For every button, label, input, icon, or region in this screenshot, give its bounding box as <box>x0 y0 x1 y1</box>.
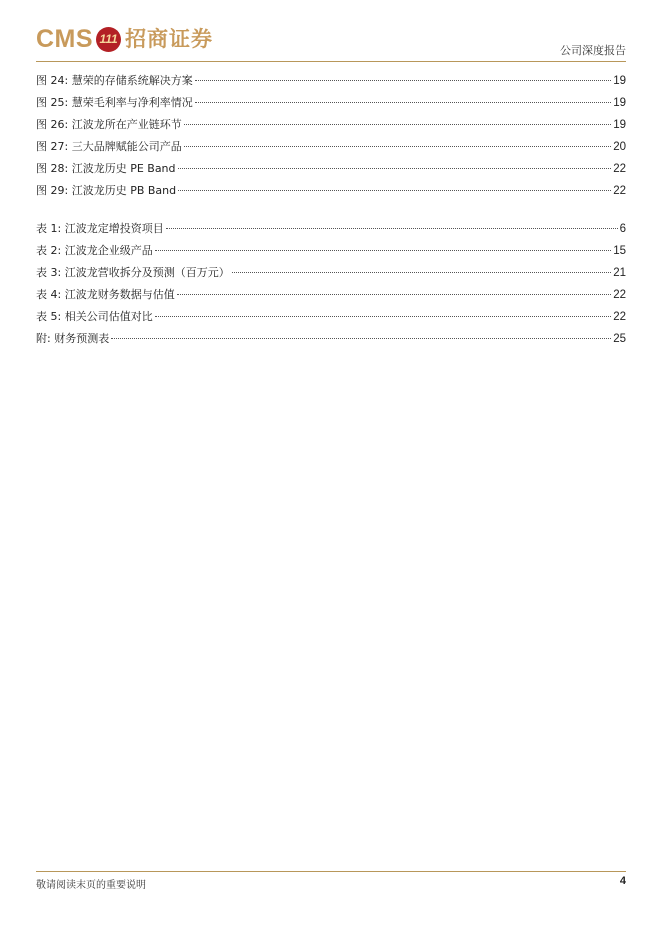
toc-leader-dots <box>155 315 612 317</box>
cms-logo <box>36 24 213 54</box>
toc-leader-dots <box>195 101 612 103</box>
toc-entry-label: 图 24: 慧荣的存储系统解决方案 <box>36 74 193 87</box>
toc-entry-page: 25 <box>613 333 626 345</box>
toc-entry[interactable] <box>36 262 626 284</box>
toc-leader-dots <box>184 145 612 147</box>
toc-entry-label: 表 5: 相关公司估值对比 <box>36 310 153 323</box>
toc-entry[interactable] <box>36 306 626 328</box>
toc-entry[interactable] <box>36 158 626 180</box>
toc-entry[interactable] <box>36 136 626 158</box>
toc-entry[interactable] <box>36 92 626 114</box>
document-type: 公司深度报告 <box>560 44 626 57</box>
logo-chinese-text: 招商证券 <box>125 26 214 51</box>
toc-entry-label: 图 27: 三大品牌赋能公司产品 <box>36 140 182 153</box>
toc-entry[interactable] <box>36 180 626 202</box>
toc-entry-page: 19 <box>613 119 626 131</box>
toc-leader-dots <box>178 167 612 169</box>
toc-entry[interactable] <box>36 218 626 240</box>
toc-entry-page: 21 <box>613 267 626 279</box>
toc-leader-dots <box>195 79 612 81</box>
toc-entry-label: 表 4: 江波龙财务数据与估值 <box>36 288 175 301</box>
toc-entry-label: 图 26: 江波龙所在产业链环节 <box>36 118 182 131</box>
page-number: 4 <box>619 875 626 887</box>
toc-entry-label: 附: 财务预测表 <box>36 332 110 345</box>
toc-entry-page: 19 <box>613 75 626 87</box>
toc-entry-label: 图 28: 江波龙历史 PE Band <box>36 162 176 175</box>
toc-leader-dots <box>155 249 612 251</box>
toc-entry-label: 表 2: 江波龙企业级产品 <box>36 244 153 257</box>
toc-leader-dots <box>178 189 611 191</box>
toc-leader-dots <box>166 227 618 229</box>
toc-entry-label: 表 3: 江波龙营收拆分及预测（百万元） <box>36 266 230 279</box>
toc-entry-label: 图 25: 慧荣毛利率与净利率情况 <box>36 96 193 109</box>
toc-entry-page: 22 <box>613 185 626 197</box>
toc-entry-page: 22 <box>613 289 626 301</box>
toc-entry-page: 22 <box>613 163 626 175</box>
toc-entry-label: 图 29: 江波龙历史 PB Band <box>36 184 177 197</box>
page-header <box>36 22 626 60</box>
logo-badge-icon: 111 <box>96 27 121 52</box>
toc-entry-page: 20 <box>613 141 626 153</box>
toc-leader-dots <box>232 271 612 273</box>
toc-entry[interactable] <box>36 284 626 306</box>
toc-leader-dots <box>184 123 612 125</box>
footer-divider <box>36 871 626 872</box>
toc-leader-dots <box>177 293 612 295</box>
toc-entry-page: 22 <box>613 311 626 323</box>
header-divider <box>36 61 626 62</box>
toc-entry-page: 19 <box>613 97 626 109</box>
toc-entry[interactable] <box>36 240 626 262</box>
disclaimer-note: 敬请阅读末页的重要说明 <box>36 880 146 891</box>
toc-entry[interactable] <box>36 328 626 350</box>
table-list <box>36 218 626 350</box>
toc-entry-page: 6 <box>619 223 626 235</box>
toc-entry-label: 表 1: 江波龙定增投资项目 <box>36 222 164 235</box>
toc-entry[interactable] <box>36 114 626 136</box>
logo-latin-text: CMS <box>36 25 94 53</box>
figure-list <box>36 70 626 202</box>
toc-entry[interactable] <box>36 70 626 92</box>
toc-leader-dots <box>111 337 611 339</box>
toc-entry-page: 15 <box>613 245 626 257</box>
